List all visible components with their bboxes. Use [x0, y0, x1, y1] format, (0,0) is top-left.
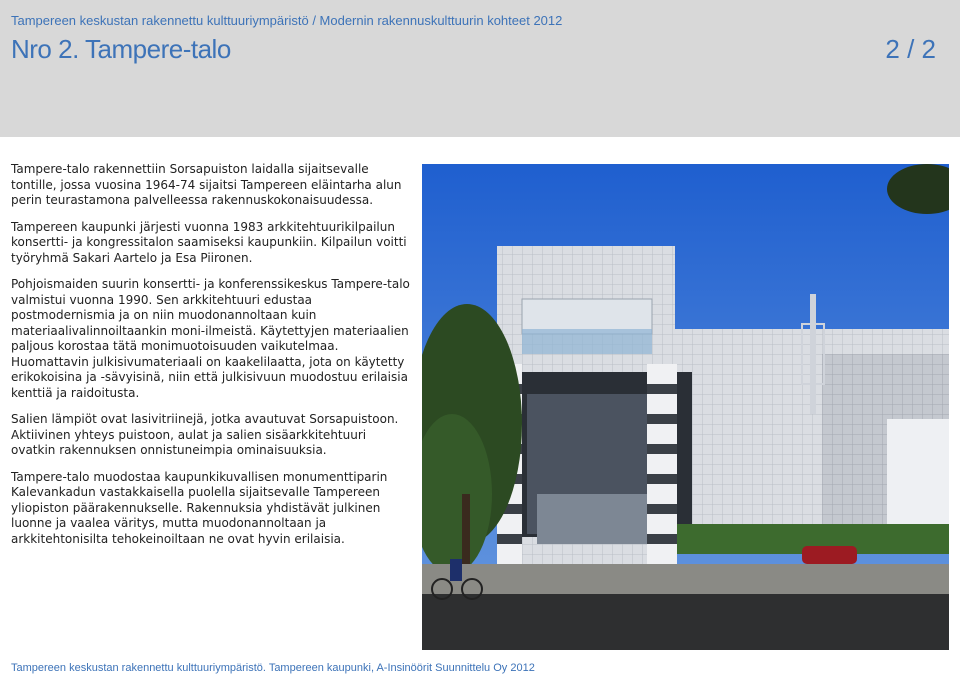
page-title: Nro 2. Tampere-talo [11, 34, 231, 64]
body-text [11, 162, 411, 558]
paragraph-site: Tampere-talo rakennettiin Sorsapuiston laidalla sijaitsevalle tontille, jossa vuosina 1964-74 sijaitsi Tampereen eläintarha alun perin teurastamona palvelleessa rakennuskokonaisuudessa. [11, 162, 402, 207]
page-number: 2 / 2 [885, 34, 936, 64]
paragraph-monument-pair: Tampere-talo muodostaa kaupunkikuvallisen monumenttiparin Kalevankadun vastakkaisella puolella sijaitsevalle Tampereen yliopiston päärakennukselle. Rakennuksia yhdistävät julkinen luonne ja vaalea väritys, mutta muodonannoltaan ja arkkitehtonisilta tehokeinoiltaan ne ovat hyvin erilaisia. [11, 469, 388, 546]
footer-credit: Tampereen keskustan rakennettu kulttuuriympäristö. Tampereen kaupunki, A-Insinöörit Suunnittelu Oy 2012 [11, 662, 535, 674]
building-photo [422, 164, 949, 650]
paragraph-foyers: Salien lämpiöt ovat lasivitriinejä, jotka avautuvat Sorsapuistoon. Aktiivinen yhteys puistoon, aulat ja salien sisäarkkitehtuuri ovatkin rakennuksen onnistuneimpia ominaisuuksia. [11, 412, 399, 457]
paragraph-competition: Tampereen kaupunki järjesti vuonna 1983 arkkitehtuurikilpailun konsertti- ja kongressitalon saamiseksi kaupunkiin. Kilpailun voitti työryhmä Sakari Aartelo ja Esa Piironen. [11, 219, 407, 265]
header-band [0, 0, 960, 137]
breadcrumb: Tampereen keskustan rakennettu kulttuuriympäristö / Modernin rakennuskulttuurin kohteet 2012 [11, 13, 563, 28]
paragraph-architecture: Pohjoismaiden suurin konsertti- ja konferenssikeskus Tampere-talo valmistui vuonna 1990. Sen arkkitehtuuri edustaa postmodernismia ja on niin muodonannoltaan kuin materiaalivalinnoiltaankin moni-ilmeistä. Käytettyjen materiaalien paljous korostaa tätä monimuotoisuuden vaikutelmaa. Huomattavin julkisivumateriaali on kaakelilaatta, jota on käytetty erikokoisina ja -sävyisinä, niin että julkisivuun muodostuu erilaisia kenttiä ja raidoitusta. [11, 277, 410, 400]
